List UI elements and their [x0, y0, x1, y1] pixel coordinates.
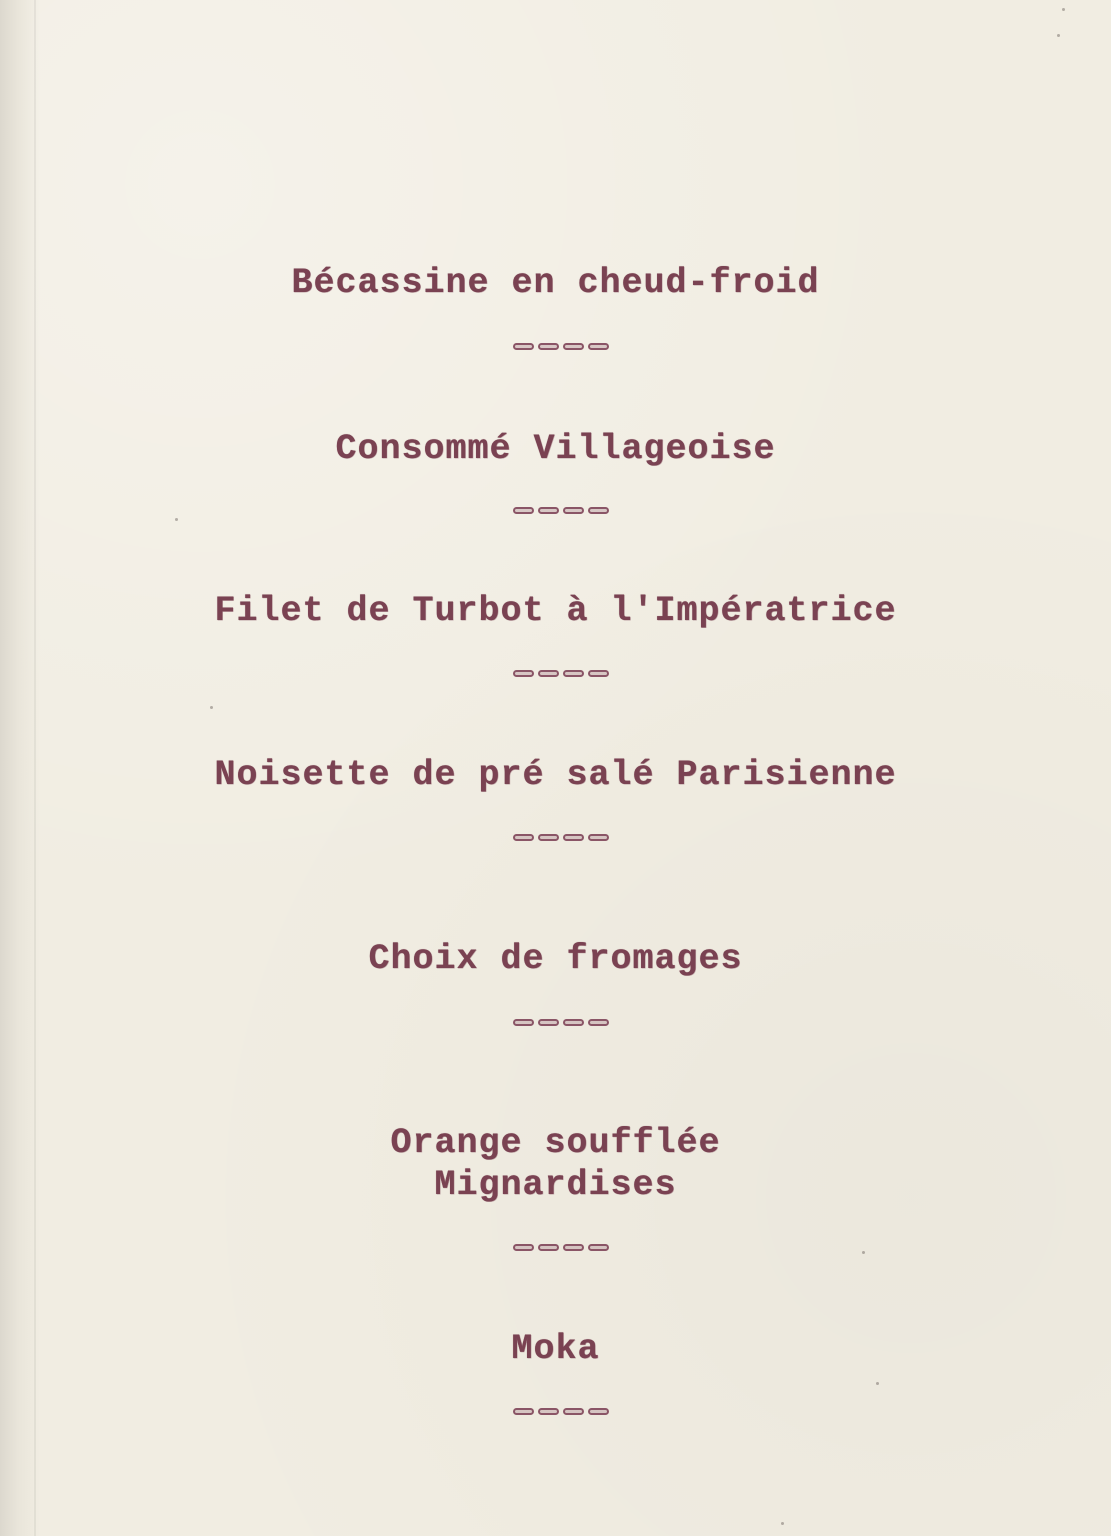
separator-dash: [588, 670, 609, 677]
paper-speck: [1062, 8, 1065, 11]
separator-dash: [563, 670, 584, 677]
separator-dash: [563, 343, 584, 350]
paper-speck: [1057, 34, 1060, 37]
paper-speck: [781, 1522, 784, 1525]
separator-dash: [513, 343, 534, 350]
separator-dash: [513, 1408, 534, 1415]
separator-dash: [538, 1408, 559, 1415]
course-fromages: Choix de fromages: [368, 939, 743, 979]
course-orange-souffle: Orange soufflée: [390, 1123, 721, 1163]
separator-dash: [563, 507, 584, 514]
separator-dash: [513, 507, 534, 514]
paper-speck: [175, 518, 178, 521]
separator-dash: [538, 343, 559, 350]
separator-dash: [563, 1019, 584, 1026]
course-becassine: Bécassine en cheud-froid: [291, 263, 820, 303]
separator-dash: [563, 1244, 584, 1251]
separator-dash: [538, 507, 559, 514]
separator-dash: [588, 1244, 609, 1251]
separator: [513, 340, 609, 352]
separator: [513, 1016, 609, 1028]
separator-dash: [588, 834, 609, 841]
separator-dash: [538, 834, 559, 841]
separator-dash: [563, 1408, 584, 1415]
course-noisette: Noisette de pré salé Parisienne: [214, 755, 897, 795]
separator-dash: [588, 343, 609, 350]
course-turbot: Filet de Turbot à l'Impératrice: [214, 591, 897, 631]
paper-speck: [862, 1251, 865, 1254]
separator-dash: [588, 1019, 609, 1026]
separator-dash: [513, 1019, 534, 1026]
separator: [513, 1241, 609, 1253]
separator-dash: [563, 834, 584, 841]
separator: [513, 1405, 609, 1417]
separator: [513, 667, 609, 679]
course-consomme: Consommé Villageoise: [335, 429, 776, 469]
paper-speck: [876, 1382, 879, 1385]
course-moka: Moka: [511, 1329, 600, 1369]
paper-speck: [210, 706, 213, 709]
separator-dash: [513, 834, 534, 841]
separator-dash: [513, 670, 534, 677]
separator: [513, 831, 609, 843]
separator-dash: [588, 1408, 609, 1415]
separator-dash: [588, 507, 609, 514]
separator-dash: [538, 670, 559, 677]
separator-dash: [513, 1244, 534, 1251]
separator-dash: [538, 1244, 559, 1251]
separator-dash: [538, 1019, 559, 1026]
separator: [513, 504, 609, 516]
course-mignardises: Mignardises: [434, 1165, 677, 1205]
